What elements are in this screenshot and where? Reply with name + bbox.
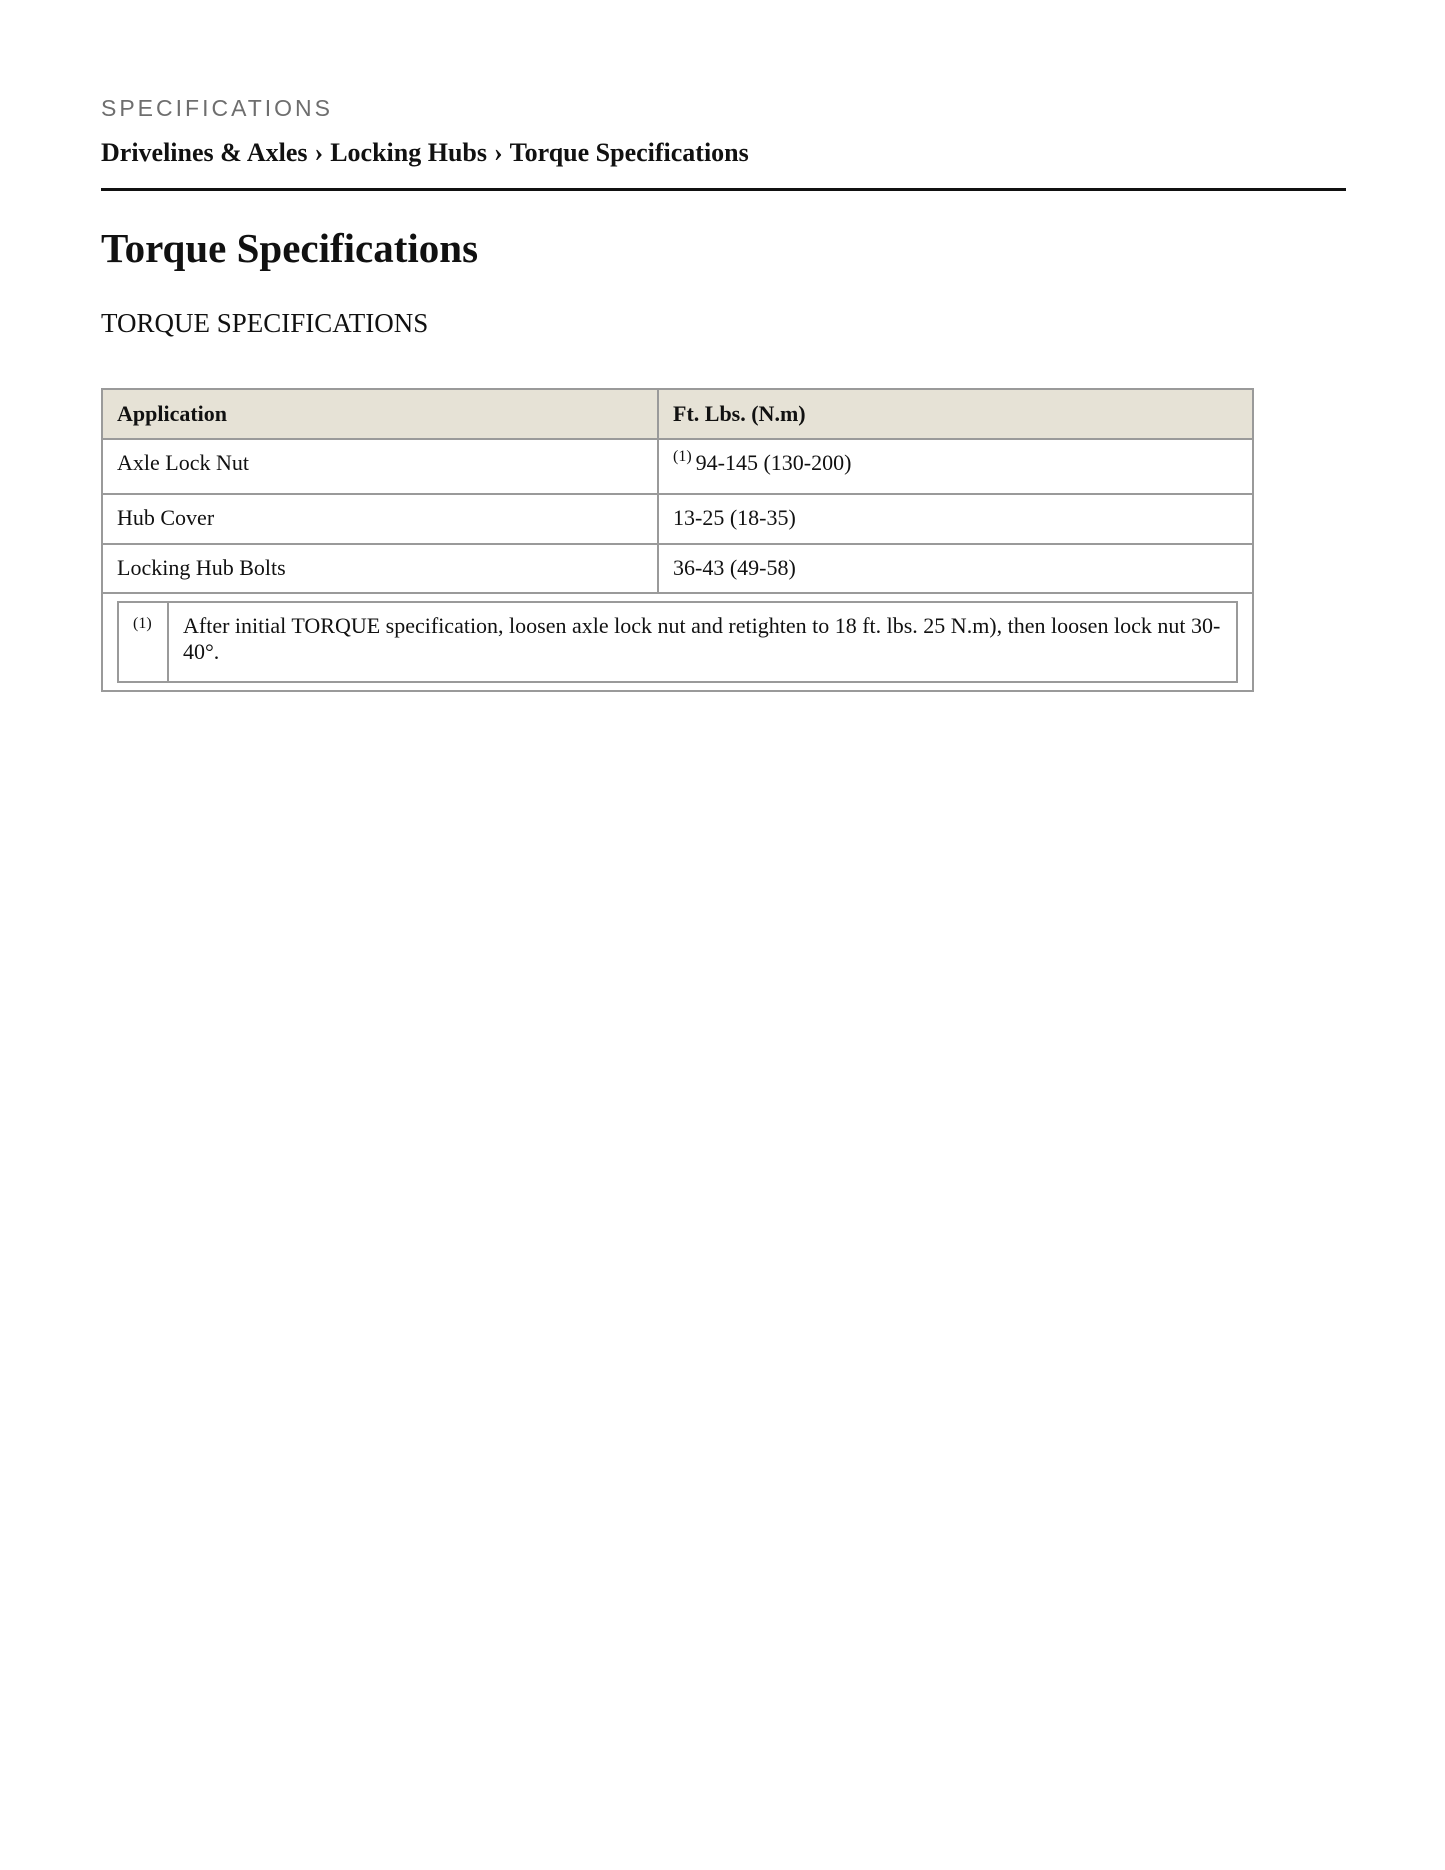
footnote-row: [102, 593, 1253, 691]
footnote-table: [117, 601, 1238, 683]
column-header-ft-lbs: Ft. Lbs. (N.m): [658, 389, 1253, 439]
cell-application: Locking Hub Bolts: [102, 544, 658, 593]
footnote-cell: [102, 593, 1253, 691]
breadcrumb-item-locking-hubs[interactable]: Locking Hubs: [330, 138, 487, 167]
cell-application: Hub Cover: [102, 494, 658, 544]
cell-torque-value: 36-43 (49-58): [658, 544, 1253, 593]
breadcrumb-separator: ›: [314, 138, 324, 167]
cell-torque-value: 13-25 (18-35): [658, 494, 1253, 544]
section-label: SPECIFICATIONS: [101, 95, 333, 121]
breadcrumb: [101, 138, 749, 168]
table-header-row: [102, 389, 1253, 439]
page-title: Torque Specifications: [101, 225, 479, 271]
cell-torque-value: [658, 439, 1253, 494]
section-subtitle: TORQUE SPECIFICATIONS: [101, 308, 429, 338]
breadcrumb-item-torque-specifications: Torque Specifications: [509, 138, 749, 167]
footnote-text: After initial TORQUE specification, loosen axle lock nut and retighten to 18 ft. lbs. 25 N.m), then loosen lock nut 30-40°.: [168, 602, 1237, 682]
table-row: [102, 544, 1253, 593]
column-header-application: Application: [102, 389, 658, 439]
breadcrumb-item-drivelines-axles[interactable]: Drivelines & Axles: [101, 138, 308, 167]
torque-value: 94-145 (130-200): [695, 450, 852, 475]
header-divider: [101, 188, 1346, 191]
breadcrumb-separator: ›: [494, 138, 503, 167]
torque-spec-table: [101, 388, 1254, 692]
footnote-marker: (1): [118, 602, 168, 682]
table-row: [102, 494, 1253, 544]
table-row: [102, 439, 1253, 494]
cell-application: Axle Lock Nut: [102, 439, 658, 494]
footnote-reference: (1): [673, 448, 692, 465]
